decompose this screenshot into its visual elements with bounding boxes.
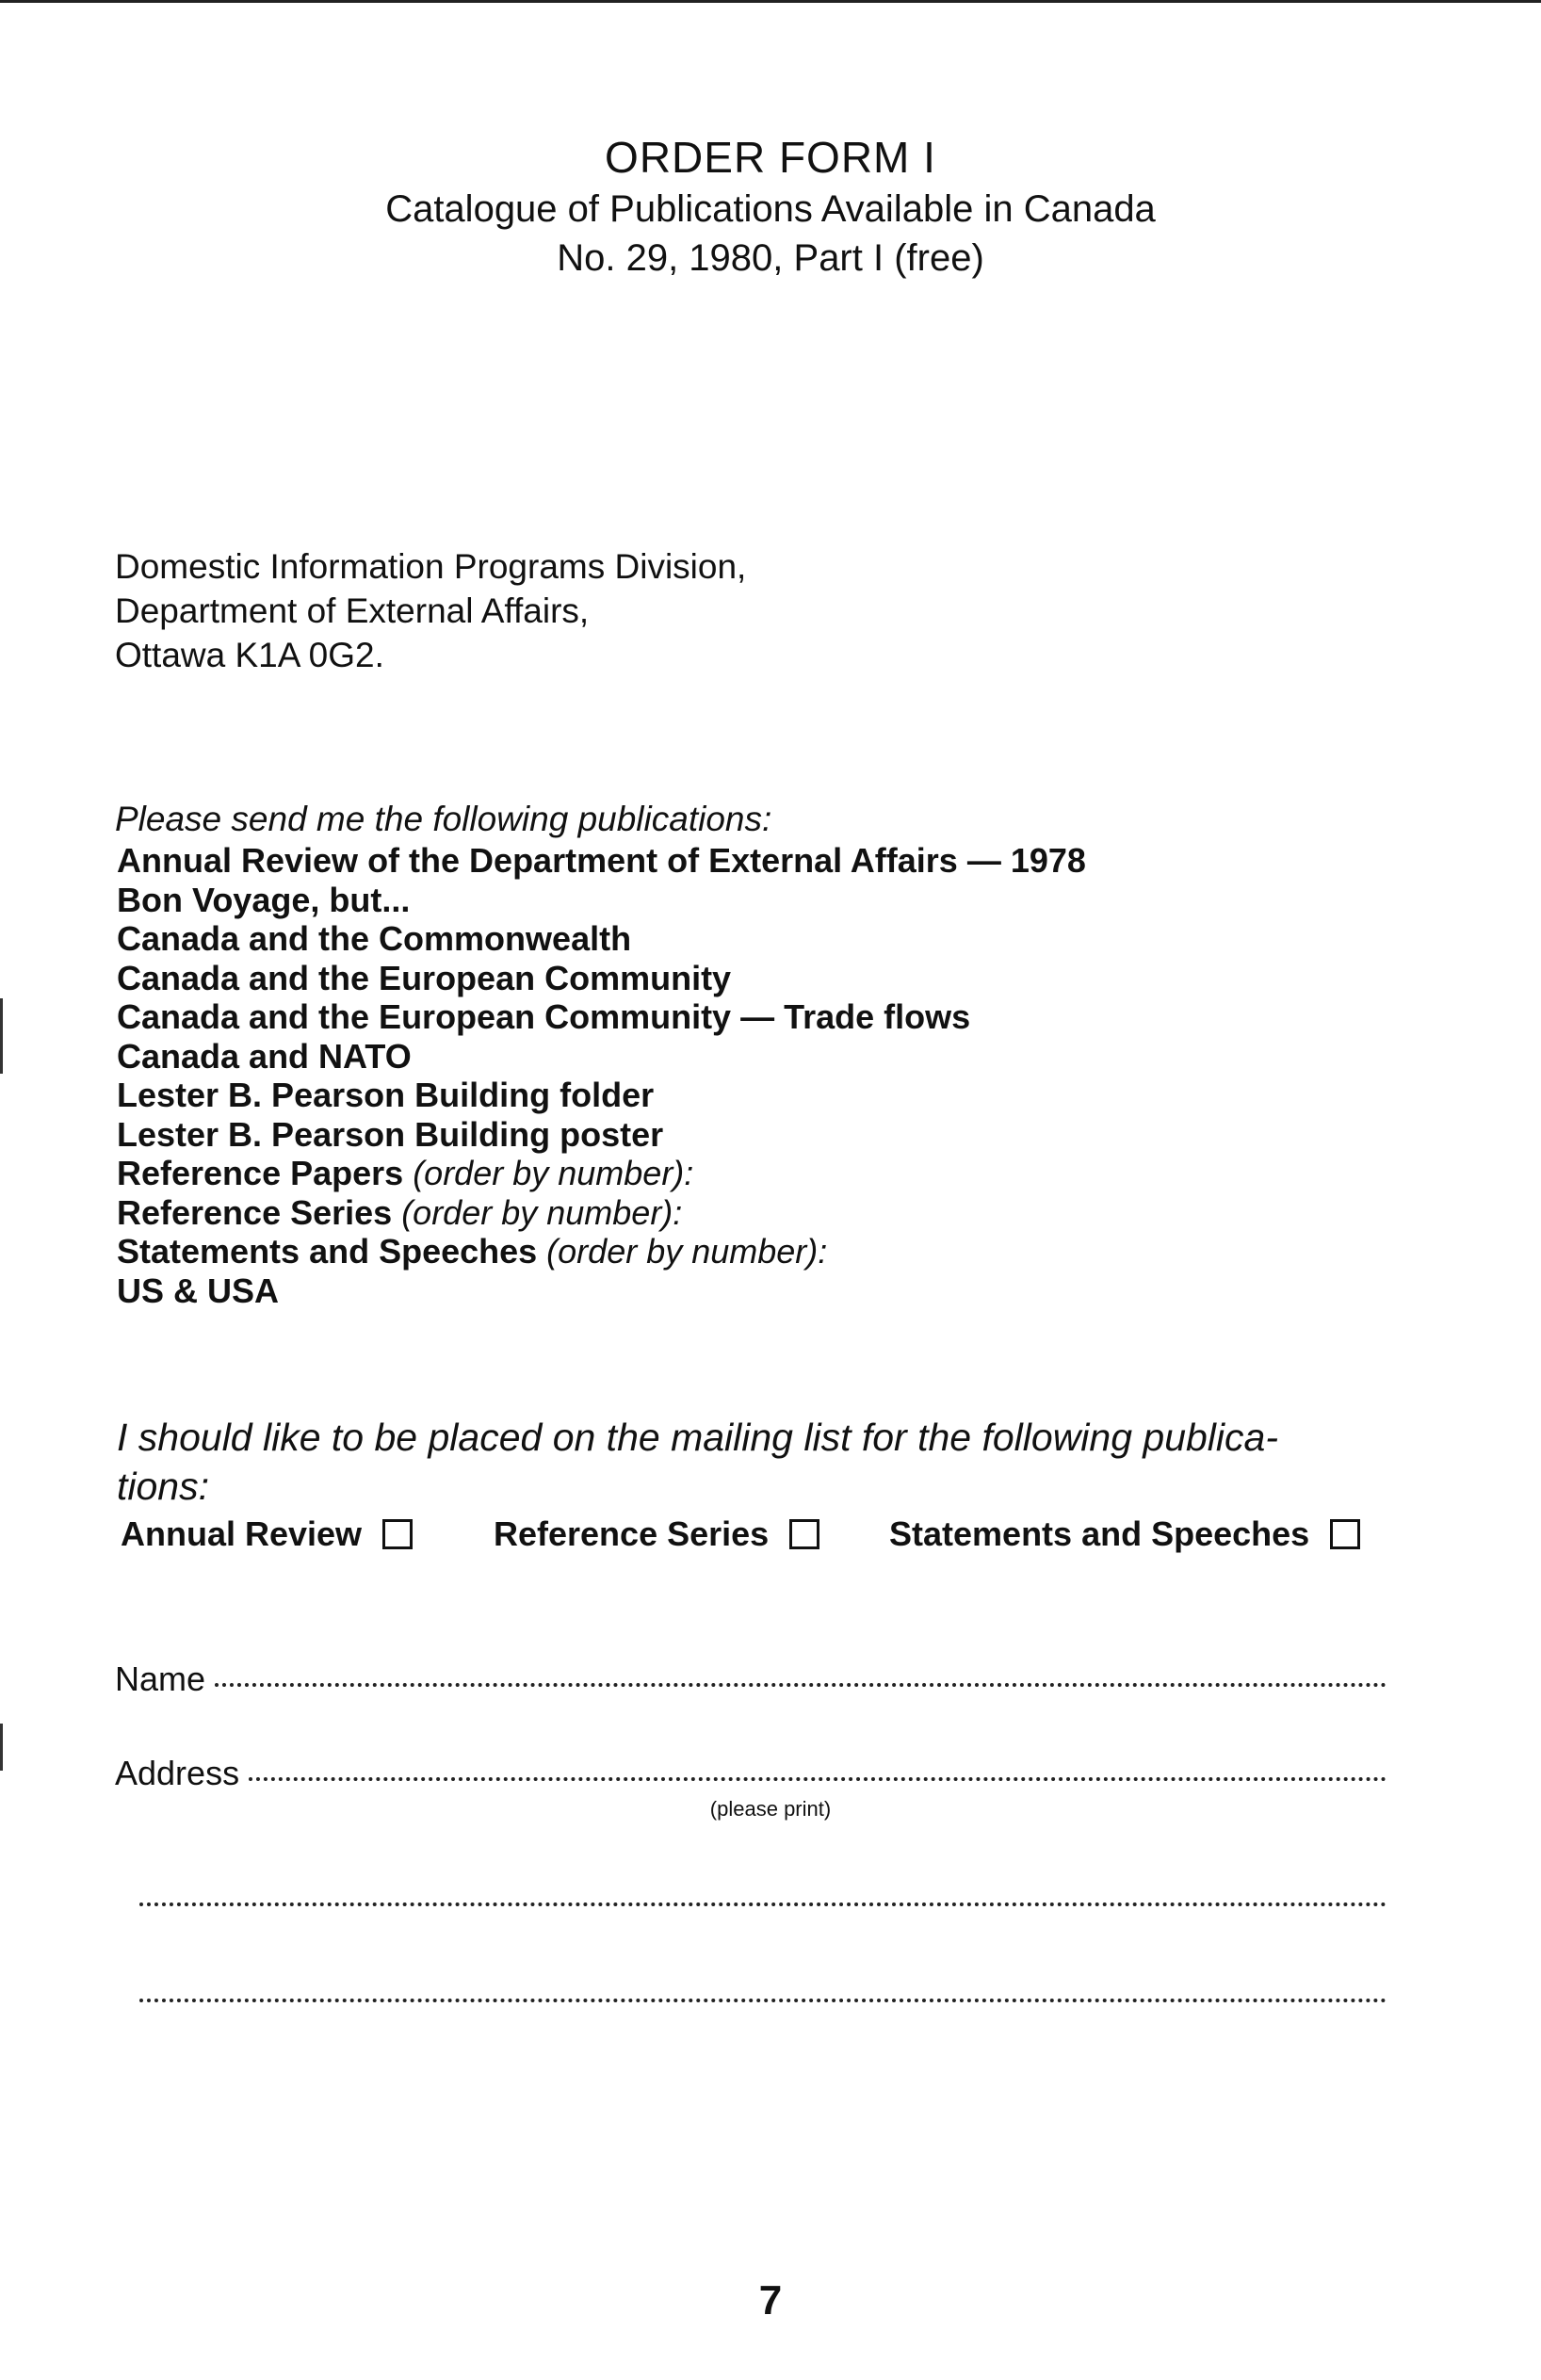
form-subtitle: Catalogue of Publications Available in Canada bbox=[385, 188, 1156, 230]
publication-item[interactable] bbox=[117, 997, 1086, 1037]
option-label: Statements and Speeches bbox=[889, 1514, 1310, 1553]
publication-title: Reference Series bbox=[117, 1192, 402, 1232]
mailing-address bbox=[115, 544, 746, 677]
address-line: Department of External Affairs, bbox=[115, 591, 590, 630]
publication-note: (order by number): bbox=[413, 1154, 694, 1192]
form-title: ORDER FORM I bbox=[605, 133, 936, 182]
name-field[interactable] bbox=[115, 1660, 1387, 1699]
margin-mark bbox=[0, 998, 3, 1074]
form-header bbox=[0, 130, 1541, 283]
publication-title: Canada and the European Community bbox=[117, 958, 732, 997]
publications-lead: Please send me the following publications: bbox=[115, 800, 772, 838]
option-reference-series[interactable] bbox=[494, 1514, 819, 1554]
publication-item[interactable] bbox=[117, 1037, 1086, 1077]
name-input-line[interactable] bbox=[215, 1683, 1387, 1687]
publication-title: Reference Papers bbox=[117, 1154, 414, 1192]
address-input-line-2[interactable] bbox=[139, 1902, 1387, 1906]
option-label: Reference Series bbox=[494, 1514, 770, 1553]
address-label: Address bbox=[115, 1754, 240, 1792]
publication-title: Lester B. Pearson Building poster bbox=[117, 1114, 664, 1154]
publication-item[interactable] bbox=[117, 959, 1086, 998]
publication-title: Canada and the European Community — Trade flows bbox=[117, 997, 971, 1036]
publication-title: Bon Voyage, but... bbox=[117, 880, 411, 919]
name-label: Name bbox=[115, 1660, 206, 1698]
top-border bbox=[0, 0, 1541, 3]
print-hint: (please print) bbox=[709, 1797, 832, 1821]
option-label: Annual Review bbox=[121, 1514, 363, 1553]
publication-item[interactable] bbox=[117, 1193, 1086, 1233]
mailing-lead: I should like to be placed on the mailing list for the following publica- bbox=[117, 1416, 1278, 1459]
publications-list bbox=[117, 798, 1086, 1310]
publication-item[interactable] bbox=[117, 1115, 1086, 1155]
publication-item[interactable] bbox=[117, 1076, 1086, 1115]
address-line: Ottawa K1A 0G2. bbox=[115, 636, 384, 674]
mailing-list-section bbox=[117, 1413, 1398, 1553]
publication-title: Canada and the Commonwealth bbox=[117, 919, 632, 958]
page-number: 7 bbox=[758, 2277, 783, 2323]
publication-item[interactable] bbox=[117, 1232, 1086, 1271]
address-input-line[interactable] bbox=[249, 1777, 1387, 1781]
publication-note: (order by number): bbox=[401, 1192, 683, 1232]
publication-title: Canada and NATO bbox=[117, 1036, 412, 1076]
mailing-lead-cont: tions: bbox=[117, 1465, 209, 1508]
address-line: Domestic Information Programs Division, bbox=[115, 547, 747, 586]
publication-item[interactable] bbox=[117, 1154, 1086, 1193]
publication-note: (order by number): bbox=[546, 1232, 828, 1271]
margin-mark bbox=[0, 1724, 3, 1771]
option-statements-speeches[interactable] bbox=[889, 1514, 1360, 1554]
publication-title: Statements and Speeches bbox=[117, 1232, 547, 1271]
checkbox-statements-speeches[interactable] bbox=[1330, 1519, 1360, 1549]
publication-item[interactable] bbox=[117, 1271, 1086, 1311]
publication-title: Lester B. Pearson Building folder bbox=[117, 1076, 655, 1114]
address-input-line-3[interactable] bbox=[139, 1999, 1387, 2002]
form-edition: No. 29, 1980, Part I (free) bbox=[557, 237, 984, 279]
publication-title: Annual Review of the Department of External Affairs — 1978 bbox=[117, 841, 1086, 880]
publication-item[interactable] bbox=[117, 841, 1086, 881]
publication-item[interactable] bbox=[117, 919, 1086, 959]
checkbox-annual-review[interactable] bbox=[382, 1519, 413, 1549]
option-annual-review[interactable] bbox=[121, 1514, 413, 1554]
address-field[interactable] bbox=[115, 1754, 1387, 1793]
checkbox-reference-series[interactable] bbox=[789, 1519, 819, 1549]
publication-title: US & USA bbox=[117, 1271, 280, 1310]
publication-item[interactable] bbox=[117, 881, 1086, 920]
